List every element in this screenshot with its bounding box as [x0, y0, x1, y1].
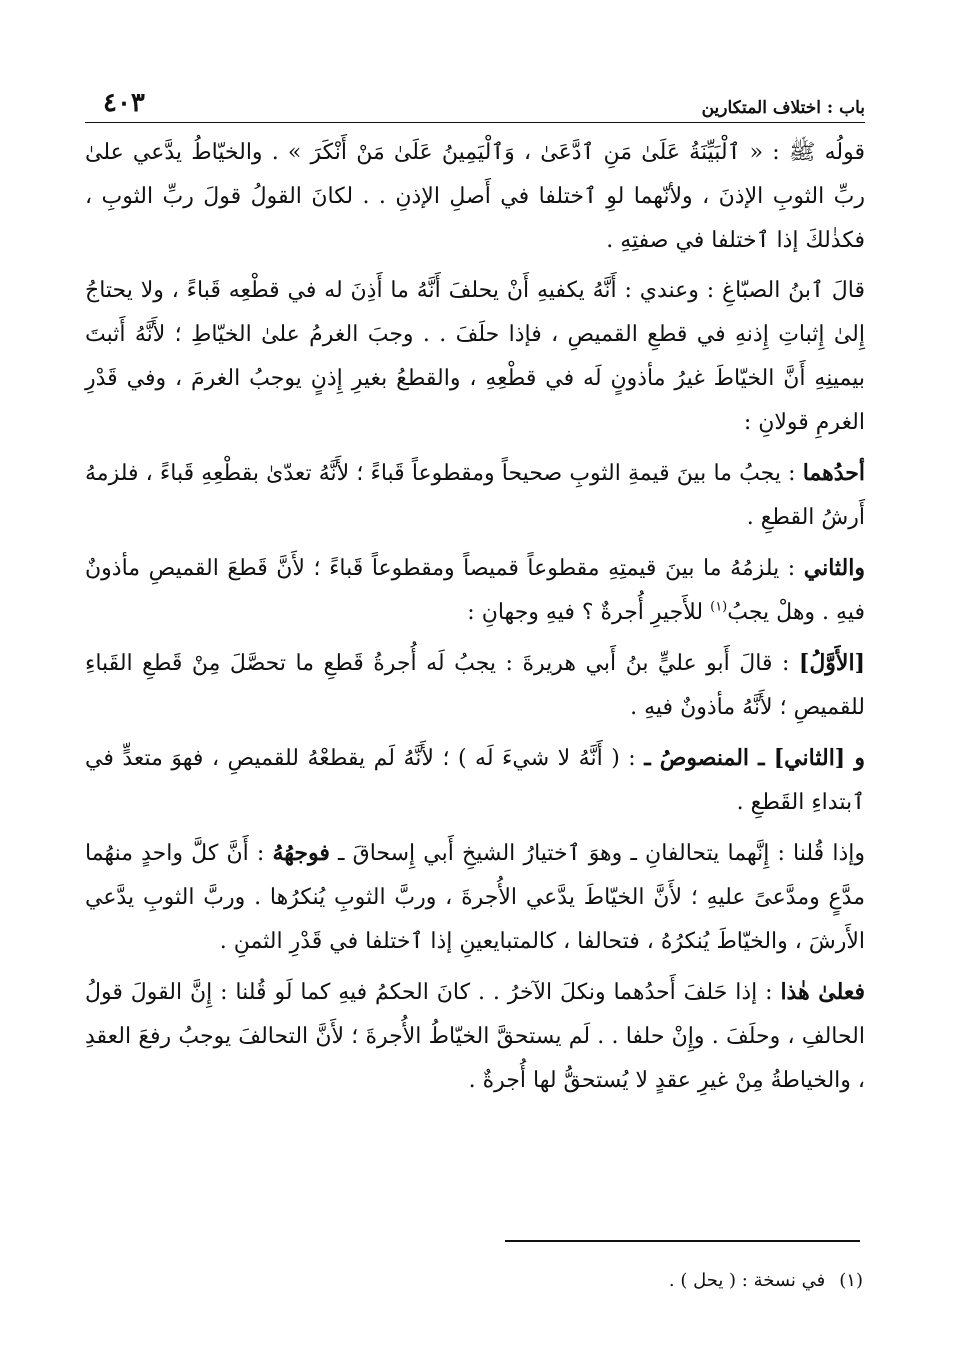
- paragraph-lead: فعلىٰ هٰذا: [780, 979, 866, 1005]
- paragraph-7: [85, 831, 865, 964]
- paragraph-6: [85, 736, 865, 825]
- paragraph-text: قولُه ﷺ : « ٱلْبَيِّنَةُ عَلَىٰ مَنِ ٱدَّعَىٰ ، وَٱلْيَمِينُ عَلَىٰ مَنْ أَنْكَرَ » . والخيّاطُ يدَّعي علىٰ ربِّ الثوبِ الإذنَ ، ولأنّهما لوِ ٱختلفا في أَصلِ الإذنِ . . لكانَ القولُ قولَ ربِّ الثوبِ ، فكذٰلكَ إذا ٱختلفا في صفتِهِ .: [85, 140, 865, 253]
- paragraph-lead: أحدُهما: [802, 460, 865, 486]
- footnote-text: في نسخة : ( يحل ) .: [668, 1270, 826, 1291]
- paragraph-text: : قالَ أَبو عليٍّ بنُ أَبي هريرةَ : يجبُ لَه أُجرةُ قَطعِ ما تحصَّلَ مِنْ قَطعِ القَباءِ للقميصِ ؛ لأَنَّهُ مأذونٌ فيهِ .: [85, 651, 865, 720]
- paragraph-text: للأَجيرِ أُجرةٌ ؟ فيهِ وجهانِ :: [467, 600, 711, 625]
- paragraph-lead: والثاني: [803, 555, 865, 581]
- footnote: [669, 1270, 863, 1291]
- paragraph-lead: و [الثاني] ـ المنصوصُ ـ: [644, 745, 865, 771]
- paragraph-emphasis: فوجهُهُ: [272, 840, 330, 866]
- paragraph-2: [85, 269, 865, 445]
- chapter-title: باب : اختلاف المتكارين: [701, 98, 865, 118]
- running-header: [85, 80, 865, 118]
- paragraph-3: [85, 451, 865, 540]
- footnote-rule: [505, 1240, 860, 1242]
- paragraph-text: : أَنَّ كلَّ واحدٍ منهُما مدَّعٍ ومدَّعىً عليهِ ؛ لأَنَّ الخيّاطَ يدَّعي الأُجرةَ ، وربَّ الثوبِ يُنكرُها . وربَّ الثوبِ يدَّعي الأَرشَ ، والخيّاطَ يُنكرُهُ ، فتحالفا ، كالمتبايعينِ إذا ٱختلفا في قَدْرِ الثمنِ .: [85, 841, 866, 954]
- paragraph-lead: [الأَوَّلُ]: [798, 650, 865, 676]
- header-rule: [85, 122, 865, 123]
- footnote-number: (١): [839, 1270, 863, 1291]
- paragraph-8: [85, 970, 865, 1103]
- paragraph-text: : يجبُ ما بينَ قيمةِ الثوبِ صحيحاً ومقطوعاً قَباءً ؛ لأَنَّهُ تعدّىٰ بقطْعِهِ قَباءً ، فلزمهُ أَرشُ القطعِ .: [85, 461, 865, 530]
- paragraph-1: [85, 131, 865, 263]
- paragraph-4: [85, 546, 865, 635]
- paragraph-text: : إذا حَلفَ أَحدُهما ونكلَ الآخرُ . . كانَ الحكمُ فيهِ كما لَو قُلنا : إِنَّ القولَ قولُ الحالفِ ، وحلَفَ . وإِنْ حلفا . . لَم يستحقَّ الخيّاطُ الأُجرةَ ؛ لأَنَّ التحالفَ يوجبُ رفعَ العقدِ ، والخياطةُ مِنْ غيرِ عقدٍ لا يُستحقُّ لها أُجرةٌ .: [85, 980, 865, 1093]
- paragraph-text: : يلزمُهُ ما بينَ قيمتِهِ مقطوعاً قميصاً ومقطوعاً قَباءً ؛ لأَنَّ قَطعَ القميصِ مأذونٌ فيهِ . وهلْ يجبُ: [85, 556, 865, 625]
- paragraph-text: : ( أَنَّهُ لا شيءَ لَه ) ؛ لأَنَّهُ لَم يقطعْهُ للقميصِ ، فهوَ متعدٍّ في ٱبتداءِ القَطعِ .: [85, 746, 865, 815]
- paragraph-text: قالَ ٱبنُ الصبّاغِ : وعندي : أَنَّهُ يكفيهِ أَنْ يحلفَ أَنَّهُ ما أَذِنَ له في قطْعِه قَباءً ، ولا يحتاجُ إِلىٰ إِثباتِ إِذنهِ في قطعِ القميصِ ، فإذا حلَفَ . . وجبَ الغرمُ علىٰ الخيّاطِ ؛ لأَنَّهُ أَثبتَ بيمينِهِ أَنَّ الخيّاطَ غيرُ مأذونٍ لَه في قطْعِهِ ، والقطعُ بغيرِ إِذنٍ يوجبُ الغرمَ ، وفي قَدْرِ الغرمِ قولانِ :: [85, 278, 865, 435]
- paragraph-5: [85, 641, 865, 730]
- paragraph-text: وإذا قُلنا : إِنَّهما يتحالفانِ ـ وهوَ ٱختيارُ الشيخِ أَبي إِسحاقَ ـ: [329, 841, 865, 866]
- page-number: ٤٠٣: [103, 88, 145, 118]
- page: [85, 80, 865, 1103]
- footnote-reference[interactable]: (١): [710, 599, 728, 615]
